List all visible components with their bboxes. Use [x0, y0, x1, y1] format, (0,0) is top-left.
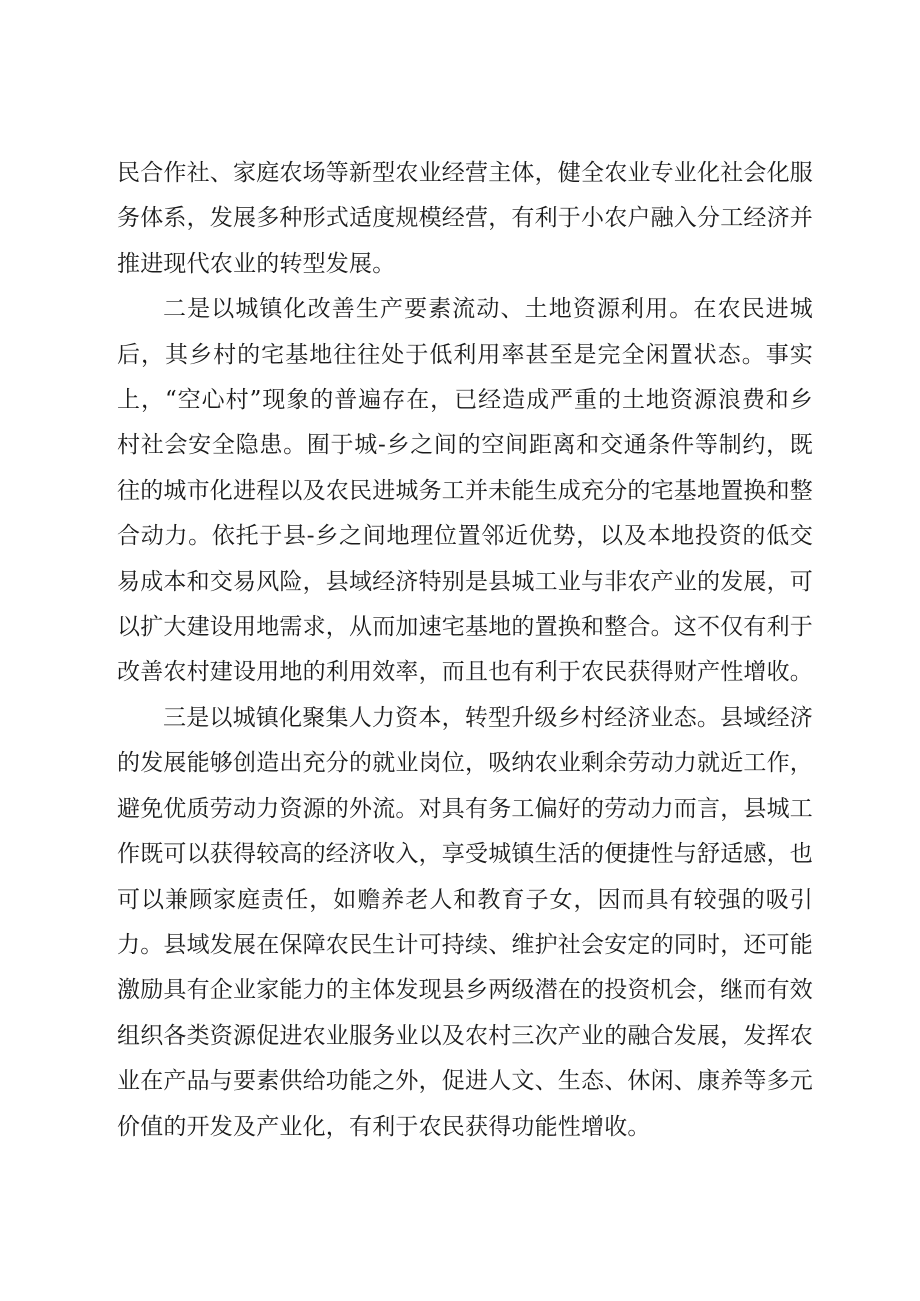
paragraph-urbanization-human-capital: 三是以城镇化聚集人力资本，转型升级乡村经济业态。县域经济的发展能够创造出充分的就业岗位，吸纳农业剩余劳动力就近工作，避免优质劳动力资源的外流。对具有务工偏好的劳动力而言，县城工作既可以获得较高的经济收入，享受城镇生活的便捷性与舒适感，也可以兼顾家庭责任，如赡养老人和教育子女，因而具有较强的吸引力。县域发展在保障农民生计可持续、维护社会安定的同时，还可能激励具有企业家能力的主体发现县乡两级潜在的投资机会，继而有效组织各类资源促进农业服务业以及农村三次产业的融合发展，发挥农业在产品与要素供给功能之外，促进人文、生态、休闲、康养等多元价值的开发及产业化，有利于农民获得功能性增收。 [117, 704, 813, 1140]
paragraph-urbanization-land: 二是以城镇化改善生产要素流动、土地资源利用。在农民进城后，其乡村的宅基地往往处于低利用率甚至是完全闲置状态。事实上，“空心村”现象的普遍存在，已经造成严重的土地资源浪费和乡村社会安全隐患。囿于城-乡之间的空间距离和交通条件等制约，既往的城市化进程以及农民进城务工并未能生成充分的宅基地置换和整合动力。依托于县-乡之间地理位置邻近优势，以及本地投资的低交易成本和交易风险，县域经济特别是县城工业与非农产业的发展，可以扩大建设用地需求，从而加速宅基地的置换和整合。这不仅有利于改善农村建设用地的利用效率，而且也有利于农民获得财产性增收。 [117, 296, 813, 686]
body-text [117, 151, 813, 1150]
paragraph-continuation: 民合作社、家庭农场等新型农业经营主体，健全农业专业化社会化服务体系，发展多种形式适度规模经营，有利于小农户融入分工经济并推进现代农业的转型发展。 [117, 160, 813, 277]
